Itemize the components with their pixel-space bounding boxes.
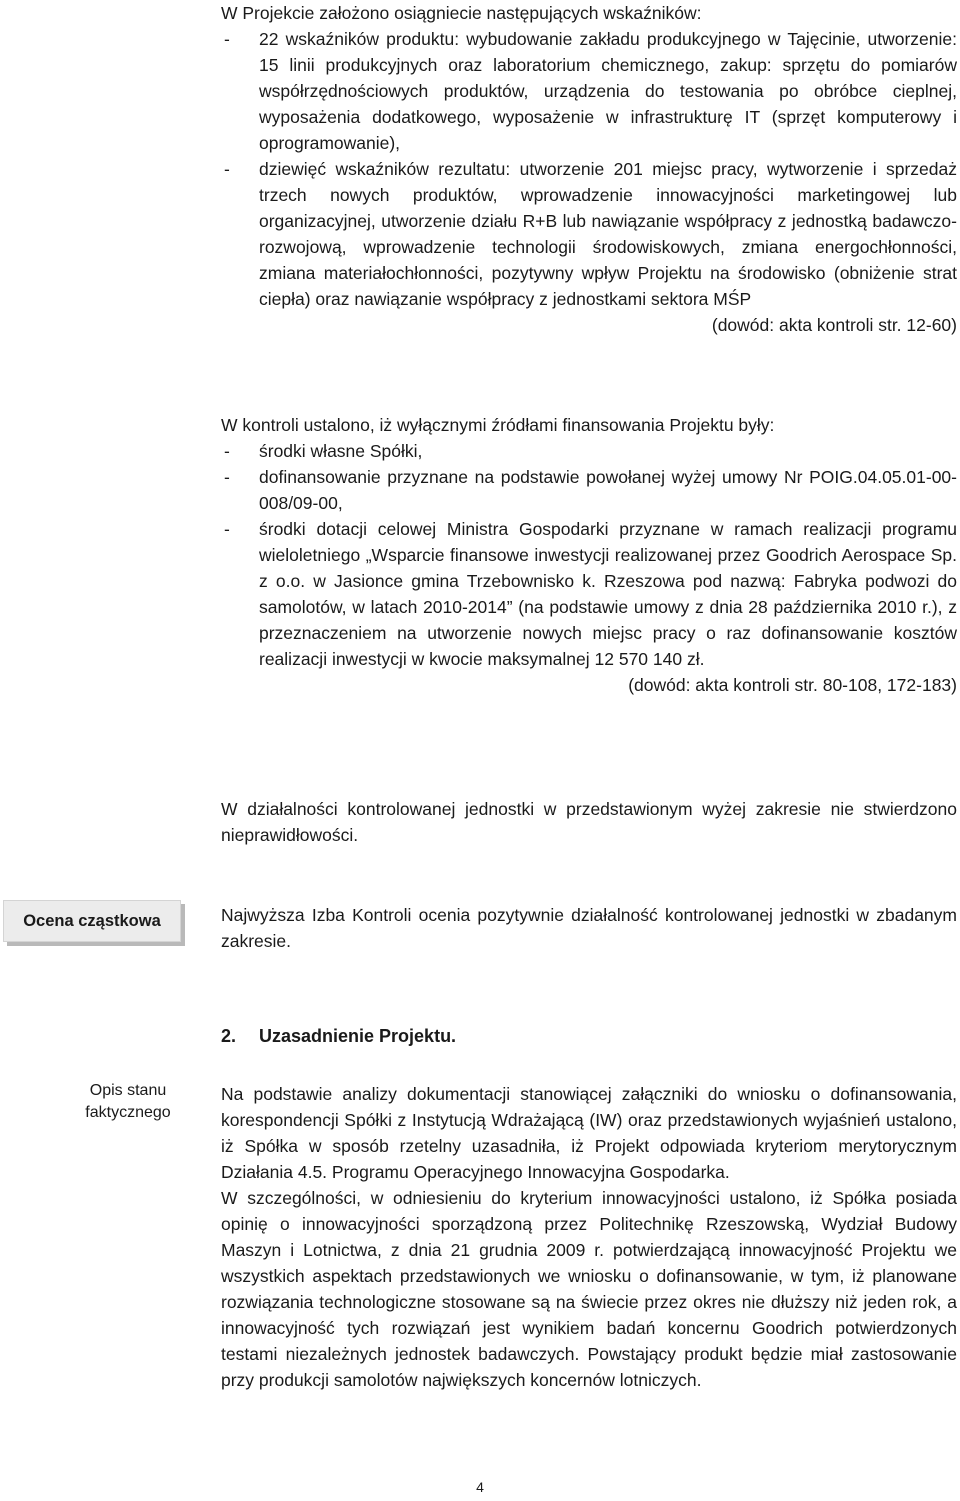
list-item-text: dofinansowanie przyznane na podstawie powołanej wyżej umowy Nr POIG.04.05.01-00-008/09-00, bbox=[259, 467, 957, 513]
funding-section bbox=[221, 412, 957, 698]
section-heading bbox=[221, 1023, 456, 1049]
assessment-badge: Ocena cząstkowa bbox=[3, 900, 181, 942]
list-dash: - bbox=[224, 519, 230, 539]
evidence-note: (dowód: akta kontroli str. 80-108, 172-183) bbox=[628, 675, 957, 695]
list-item-text: dziewięć wskaźników rezultatu: utworzenie 201 miejsc pracy, wytworzenie i sprzedaż trzech nowych produktów, wprowadzenie innowacyjności marketingowej lub organizacyjnej, utworzenie działu R+B lub nawiązanie współpracy z jednostką badawczo-rozwojową, wprowadzenie technologii środowiskowych, zmiana energochłonności, zmiana materiałochłonności, pozytywny wpływ Projektu na środowisko (obniżenie strat ciepła) oraz nawiązanie współpracy z jednostkami sektora MŚP bbox=[259, 159, 957, 309]
facts-section bbox=[221, 1081, 957, 1393]
section-number: 2. bbox=[221, 1026, 237, 1046]
facts-label-line1: Opis stanu bbox=[89, 1082, 167, 1099]
list-item-text: środki dotacji celowej Ministra Gospodarki przyznane w ramach realizacji programu wieloletniego „Wsparcie finansowe inwestycji realizowanej przez Goodrich Aerospace Sp. z o.o. w Jasionce gmina Trzebownisko k. Rzeszowa pod nazwą: Fabryka podwozi do samolotów, w latach 2010-2014” (na podstawie umowy z dnia 28 października 2010 r.), z przeznaczeniem na utworzenie nowych miejsc pracy o raz dofinansowanie kosztów realizacji inwestycji w kwocie maksymalnej 12 570 140 zł. bbox=[259, 519, 957, 669]
facts-side-label bbox=[58, 1080, 198, 1124]
indicators-intro: W Projekcie założono osiągniecie następujących wskaźników: bbox=[221, 3, 702, 23]
list-item bbox=[221, 156, 957, 312]
list-item bbox=[221, 516, 957, 672]
facts-label-line2: faktycznego bbox=[85, 1104, 171, 1121]
facts-paragraph-1: Na podstawie analizy dokumentacji stanowiącej załączniki do wniosku o dofinansowania, korespondencji Spółki z Instytucją Wdrażającą (IW) oraz przedstawionych wyjaśnień ustalono, iż Spółka w sposób rzetelny uzasadniła, iż Projekt odpowiada kryteriom merytorycznym Działania 4.5. Programu Operacyjnego Innowacyjna Gospodarka. bbox=[221, 1084, 957, 1182]
indicators-section bbox=[221, 0, 957, 338]
evidence-note: (dowód: akta kontroli str. 12-60) bbox=[711, 315, 957, 335]
section-title: Uzasadnienie Projektu. bbox=[259, 1026, 457, 1046]
assessment-section bbox=[221, 902, 957, 954]
no-irregularities-text: W działalności kontrolowanej jednostki w przedstawionym wyżej zakresie nie stwierdzono nieprawidłowości. bbox=[221, 799, 957, 845]
list-item-text: środki własne Spółki, bbox=[259, 441, 423, 461]
assessment-text: Najwyższa Izba Kontroli ocenia pozytywnie działalność kontrolowanej jednostki w zbadanym zakresie. bbox=[221, 905, 957, 951]
list-dash: - bbox=[224, 29, 230, 49]
list-dash: - bbox=[224, 441, 230, 461]
list-item bbox=[221, 438, 957, 464]
facts-paragraph-2: W szczególności, w odniesieniu do kryterium innowacyjności ustalono, iż Spółka posiada opinię o innowacyjności sporządzoną przez Politechnikę Rzeszowską, Wydział Budowy Maszyn i Lotnictwa, z dnia 21 grudnia 2009 r. potwierdzającą innowacyjność Projektu we wszystkich aspektach przedstawionych we wniosku o dofinansowanie, w tym, iż planowane rozwiązania technologiczne stosowane są na świecie przez okres nie dłuższy niż jeden rok, a innowacyjność tych rozwiązań jest wynikiem badań koncernu Goodrich potwierdzonych testami niezależnych jednostek badawczych. Powstający produkt będzie miał zastosowanie przy produkcji samolotów największych koncernów lotniczych. bbox=[221, 1188, 957, 1390]
list-item-text: 22 wskaźników produktu: wybudowanie zakładu produkcyjnego w Tajęcinie, utworzenie: 15 linii produkcyjnych oraz laboratorium chemicznego, zakup: sprzętu do pomiarów współrzędnościowych produktów, urządzenia do testowania po obróbce cieplnej, wyposażenia dodatkowego, wyposażenie w infrastrukturę IT (sprzęt komputerowy i oprogramowanie), bbox=[259, 29, 957, 153]
list-item bbox=[221, 464, 957, 516]
list-item bbox=[221, 26, 957, 156]
page-number: 4 bbox=[476, 1479, 484, 1495]
conclusion-section bbox=[221, 796, 957, 848]
list-dash: - bbox=[224, 159, 230, 179]
list-dash: - bbox=[224, 467, 230, 487]
funding-intro: W kontroli ustalono, iż wyłącznymi źródłami finansowania Projektu były: bbox=[221, 415, 775, 435]
